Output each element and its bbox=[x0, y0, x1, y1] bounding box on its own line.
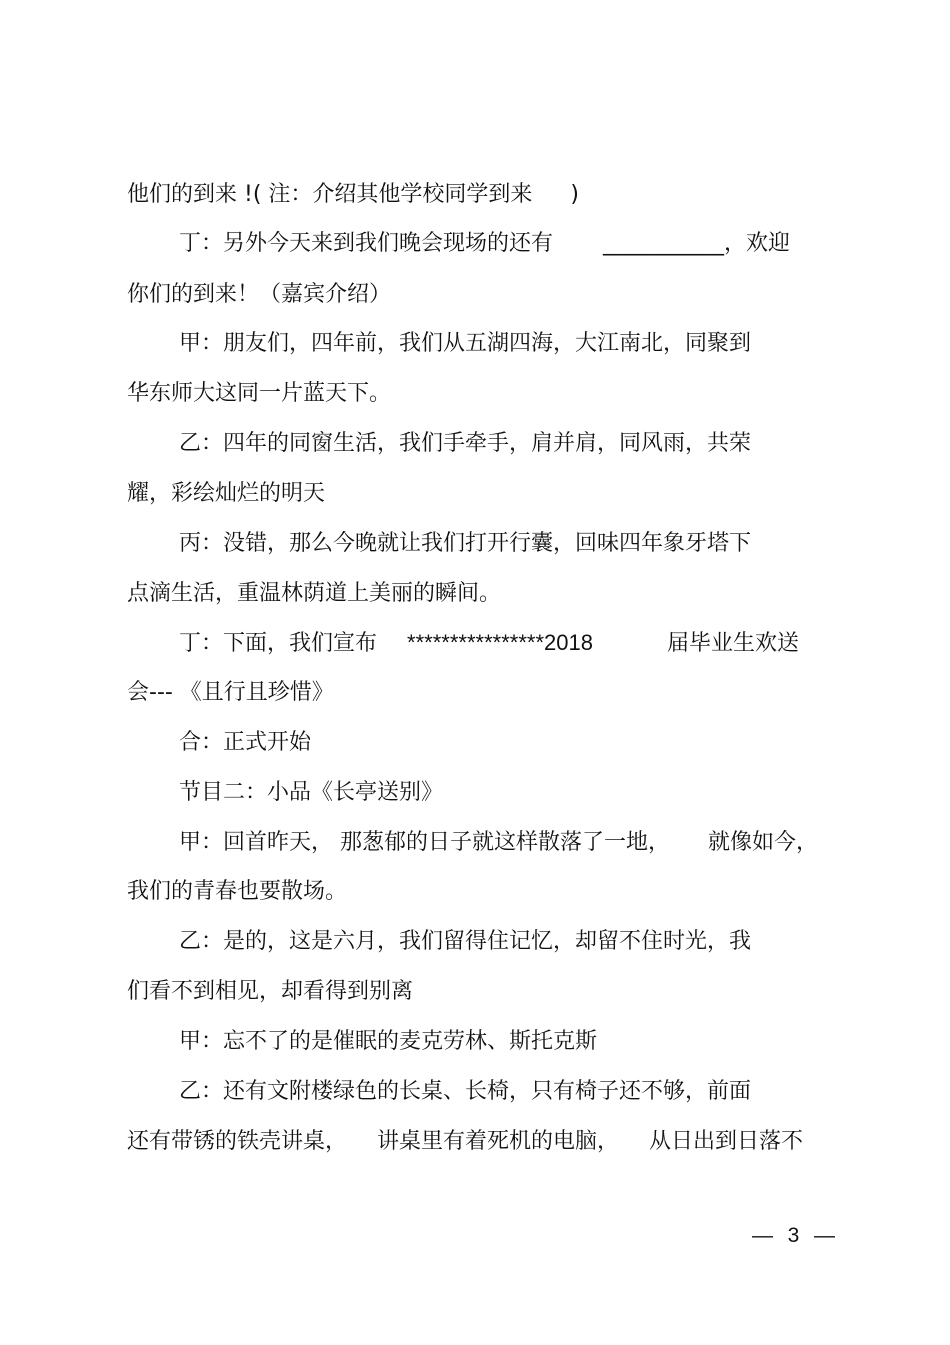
text-line bbox=[127, 179, 830, 211]
text-segment: 你们的到来！（嘉宾介绍） bbox=[127, 282, 392, 307]
text-segment: 乙：四年的同窗生活，我们手牵手，肩并肩，同风雨，共荣 bbox=[179, 431, 752, 456]
text-segment: 乙：是的，这是六月，我们留得住记忆，却留不住时光，我 bbox=[179, 929, 752, 954]
text-line bbox=[127, 727, 830, 759]
text-line bbox=[127, 1126, 830, 1158]
text-line bbox=[127, 976, 830, 1008]
text-line bbox=[127, 378, 830, 410]
text-line bbox=[127, 328, 830, 360]
text-segment: 甲：忘不了的是催眠的麦克劳林、斯托克斯 bbox=[179, 1029, 598, 1054]
text-segment: 丁：下面，我们宣布 bbox=[179, 631, 378, 656]
text-segment: ___________，欢迎 bbox=[603, 231, 791, 256]
text-segment: 点滴生活，重温林荫道上美丽的瞬间。 bbox=[127, 581, 502, 606]
text-segment: 会--- 《且行且珍惜》 bbox=[127, 680, 334, 705]
text-line bbox=[127, 1076, 830, 1108]
text-segment: 讲桌里有着死机的电脑， bbox=[377, 1129, 620, 1154]
text-line bbox=[127, 228, 830, 260]
text-line bbox=[127, 926, 830, 958]
text-segment: 丙：没错，那么今晚就让我们打开行囊，回味四年象牙塔下 bbox=[179, 531, 752, 556]
text-segment: 节目二：小品《长亭送别》 bbox=[179, 780, 444, 805]
text-line bbox=[127, 578, 830, 610]
text-line bbox=[127, 528, 830, 560]
text-segment: 就像如今， bbox=[708, 830, 819, 855]
text-line bbox=[127, 777, 830, 809]
text-line bbox=[127, 428, 830, 460]
text-line bbox=[127, 827, 830, 859]
page-number: — 3 — bbox=[752, 1224, 837, 1247]
text-segment: 届毕业生欢送 bbox=[666, 631, 799, 656]
text-segment: ) bbox=[570, 182, 579, 207]
text-segment: 耀，彩绘灿烂的明天 bbox=[127, 481, 326, 506]
text-segment: 从日出到日落不 bbox=[649, 1129, 804, 1154]
text-line bbox=[127, 677, 830, 709]
text-segment: 甲：回首昨天， 那葱郁的日子就这样散落了一地， bbox=[179, 830, 670, 855]
text-line bbox=[127, 1026, 830, 1058]
text-segment: 还有带锈的铁壳讲桌， bbox=[127, 1129, 348, 1154]
text-segment: 合：正式开始 bbox=[179, 730, 312, 755]
text-segment: 乙：还有文附楼绿色的长桌、长椅，只有椅子还不够，前面 bbox=[179, 1079, 752, 1104]
text-line bbox=[127, 627, 830, 660]
text-segment: 我们的青春也要散场。 bbox=[127, 879, 348, 904]
text-segment: 们看不到相见，却看得到别离 bbox=[127, 979, 414, 1004]
text-segment: 他们的到来 !( 注：介绍其他学校同学到来 bbox=[127, 182, 533, 207]
text-segment: 甲：朋友们，四年前，我们从五湖四海，大江南北，同聚到 bbox=[179, 331, 752, 356]
text-segment: ****************2018 bbox=[407, 630, 593, 655]
text-segment: 丁：另外今天来到我们晚会现场的还有 bbox=[179, 231, 554, 256]
text-line bbox=[127, 478, 830, 510]
text-line bbox=[127, 876, 830, 908]
text-line bbox=[127, 279, 830, 311]
text-segment: 华东师大这同一片蓝天下。 bbox=[127, 381, 392, 406]
